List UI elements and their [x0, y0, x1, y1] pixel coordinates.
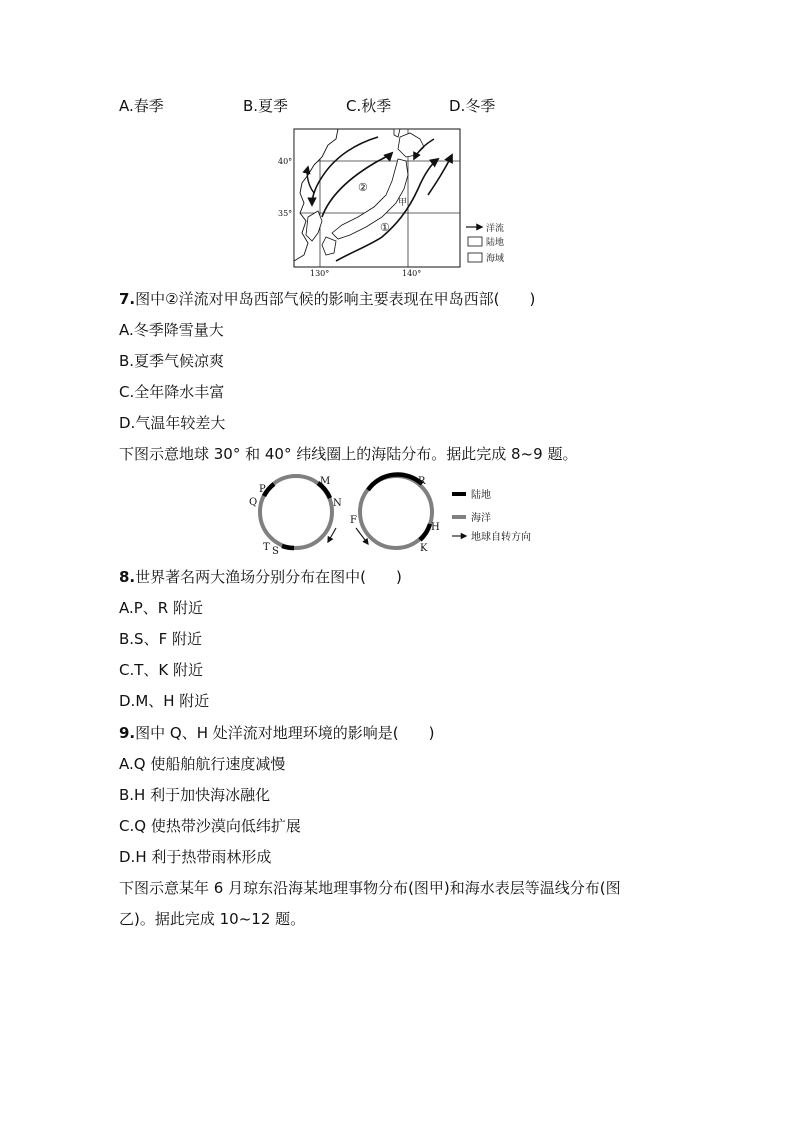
- q9-stem: [119, 722, 434, 744]
- legend-current-label: 洋流: [486, 224, 505, 234]
- q7-option-b: B.夏季气候凉爽: [119, 352, 225, 370]
- label-p: P: [259, 484, 266, 495]
- q6-option-b: B.夏季: [243, 97, 289, 115]
- ocean-current-map: [278, 125, 524, 280]
- legend-rotation-text: 地球自转方向: [471, 532, 531, 543]
- label-f: F: [350, 515, 357, 526]
- q6-option-d: D.冬季: [449, 97, 496, 115]
- label-m: M: [320, 476, 331, 487]
- right-circle-land-hk: [420, 524, 430, 540]
- label-r: R: [418, 476, 426, 487]
- latitude-circles-figure: [244, 472, 554, 560]
- q8-text: 世界著名两大渔场分别分布在图中( ): [135, 568, 402, 586]
- q6-option-a: A.春季: [119, 97, 164, 115]
- label-s: S: [272, 546, 279, 557]
- q7-text: 图中②洋流对甲岛西部气候的影响主要表现在甲岛西部( ): [135, 290, 536, 308]
- island-label-jia: 甲: [398, 198, 408, 208]
- lon-label-140: 140°: [402, 269, 422, 278]
- q8-option-b: B.S、F 附近: [119, 630, 202, 648]
- marker-1: ①: [380, 221, 390, 234]
- legend-sea-swatch: [468, 253, 482, 262]
- lon-label-130: 130°: [310, 269, 330, 278]
- q8-number: 8.: [119, 568, 136, 586]
- q9-option-c: C.Q 使热带沙漠向低纬扩展: [119, 817, 301, 835]
- q9-option-a: A.Q 使船舶航行速度减慢: [119, 755, 286, 773]
- q8-stem: [119, 566, 402, 588]
- marker-2: ②: [358, 181, 368, 194]
- q9-option-b: B.H 利于加快海冰融化: [119, 786, 271, 804]
- legend-land-swatch: [468, 237, 482, 246]
- intro-10-12-line1: 下图示意某年 6 月琼东沿海某地理事物分布(图甲)和海水表层等温线分布(图: [119, 879, 621, 897]
- intro-10-12-line2: 乙)。据此完成 10~12 题。: [119, 910, 306, 928]
- label-n: N: [333, 498, 342, 509]
- q8-option-d: D.M、H 附近: [119, 692, 210, 710]
- q7-option-d: D.气温年较差大: [119, 414, 226, 432]
- label-q: Q: [249, 497, 258, 508]
- q8-option-a: A.P、R 附近: [119, 599, 204, 617]
- intro-8-9: 下图示意地球 30° 和 40° 纬线圈上的海陆分布。据此完成 8~9 题。: [119, 445, 578, 463]
- label-t: T: [263, 542, 270, 553]
- q9-text: 图中 Q、H 处洋流对地理环境的影响是( ): [135, 724, 435, 742]
- legend-sea-label: 海域: [486, 254, 505, 264]
- lat-label-40: 40°: [278, 157, 293, 166]
- q7-option-c: C.全年降水丰富: [119, 383, 225, 401]
- q9-number: 9.: [119, 724, 136, 742]
- q8-option-c: C.T、K 附近: [119, 661, 204, 679]
- label-k: K: [420, 543, 428, 554]
- q6-options: [0, 95, 794, 117]
- q9-option-d: D.H 利于热带雨林形成: [119, 848, 272, 866]
- legend-land-label: 陆地: [486, 238, 505, 248]
- lat-label-35: 35°: [278, 209, 293, 218]
- q6-option-c: C.秋季: [346, 97, 392, 115]
- legend-ocean-text: 海洋: [471, 513, 491, 524]
- legend-land-text: 陆地: [471, 490, 491, 501]
- q7-option-a: A.冬季降雪量大: [119, 321, 224, 339]
- q7-number: 7.: [119, 290, 136, 308]
- left-circle-land-ts: [282, 546, 294, 548]
- label-h: H: [431, 522, 440, 533]
- q7-stem: [119, 288, 535, 310]
